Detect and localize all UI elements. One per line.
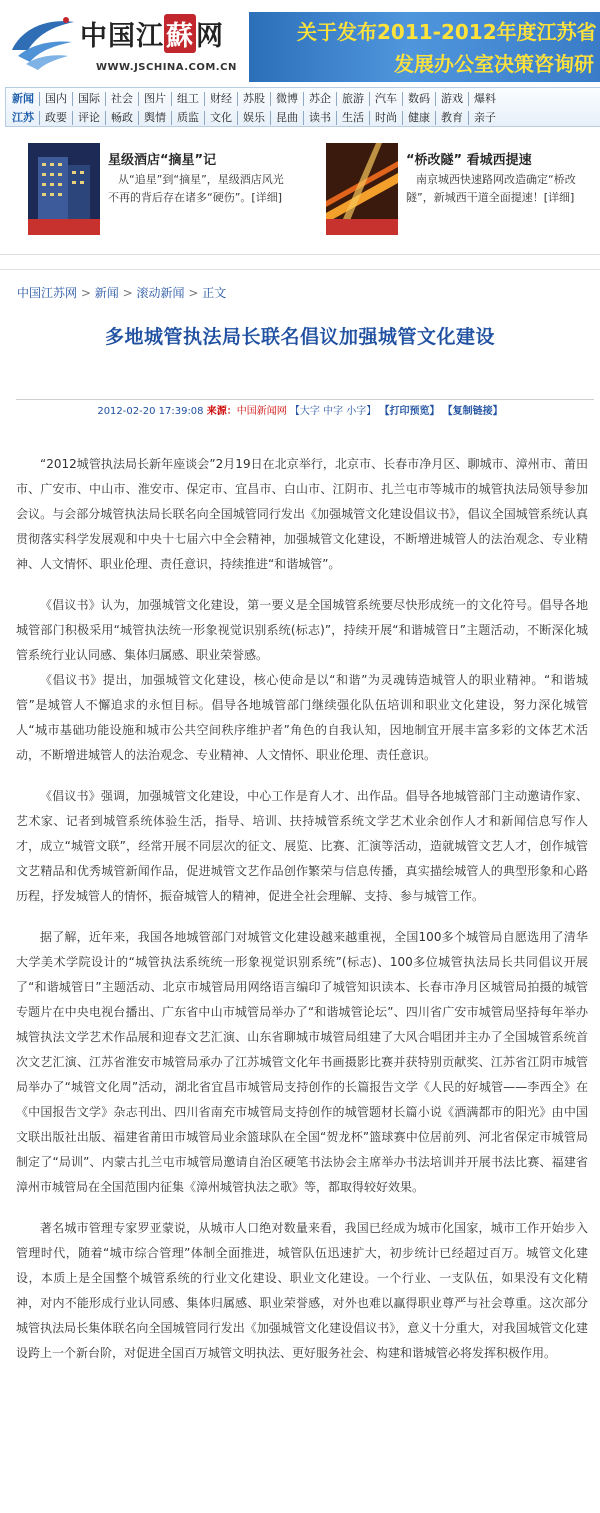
meta-divider: [16, 399, 594, 400]
copy-link-button[interactable]: 【复制链接】: [442, 406, 503, 417]
promo-item-hotel[interactable]: [28, 143, 308, 243]
nav-row-1: [12, 89, 501, 108]
nav-item[interactable]: 苏企: [303, 92, 336, 106]
nav-item[interactable]: 新闻: [12, 91, 34, 105]
source-link[interactable]: 中国新闻网: [236, 406, 287, 417]
article-paragraph: 《倡议书》认为，加强城管文化建设，第一要义是全国城管系统要尽快形成统一的文化符号。倡导各地城管部门积极采用“城管执法统一形象视觉识别系统(标志)”，持续开展“和谐城管日”主题活动，不断深化城管系统行业认同感、集体归属感、职业荣誉感。: [16, 598, 588, 662]
breadcrumb-separator: >: [80, 286, 91, 300]
article-title: 多地城管执法局长联名倡议加强城管文化建设: [104, 326, 495, 348]
nav-item[interactable]: 国内: [39, 92, 72, 106]
header-banner-ad[interactable]: [249, 12, 600, 82]
nav-item[interactable]: 生活: [336, 111, 369, 125]
breadcrumb-item[interactable]: 中国江苏网: [17, 286, 78, 300]
breadcrumb-current: 正文: [202, 286, 227, 300]
font-size-switcher[interactable]: 【大字 中字 小字】: [289, 406, 377, 417]
publish-time: 2012-02-20 17:39:08: [97, 406, 204, 417]
breadcrumb-separator: >: [188, 286, 199, 300]
nav-item[interactable]: 舆情: [138, 111, 171, 125]
crane-logo-icon: [8, 10, 78, 72]
article-paragraph: 著名城市管理专家罗亚蒙说，从城市人口绝对数量来看，我国已经成为城市化国家，城市工作开始步入管理时代，随着“城市综合管理”体制全面推进，城管队伍迅速扩大，初步统计已经超过百万。城管文化建设，本质上是全国整个城管系统的行业文化建设、职业文化建设。一个行业、一支队伍，如果没有文化精神，对内不能形成行业认同感、集体归属感、职业荣誉感，对外也难以赢得职业尊严与社会尊重。这次部分城管执法局长集体联名向全国城管同行发出《加强城管文化建设倡议书》，意义十分重大，对我国城管文化建设跨上一个新台阶，对促进全国百万城管文明执法、更好服务社会、构建和谐城管必将发挥积极作用。: [16, 1221, 588, 1360]
nav-item[interactable]: 苏股: [237, 92, 270, 106]
breadcrumb-item[interactable]: 新闻: [94, 286, 119, 300]
promo-title[interactable]: “桥改隧” 看城西提速: [406, 153, 532, 168]
site-url: WWW.JSCHINA.COM.CN: [96, 62, 237, 73]
nav-item[interactable]: 爆料: [468, 92, 501, 106]
nav-item[interactable]: 昆曲: [270, 111, 303, 125]
nav-item[interactable]: 数码: [402, 92, 435, 106]
nav-item[interactable]: 旅游: [336, 92, 369, 106]
main-nav: [5, 87, 600, 127]
breadcrumb-separator: >: [122, 286, 133, 300]
promo-strip: [0, 133, 600, 255]
promo-title[interactable]: 星级酒店“摘星”记: [108, 153, 217, 168]
nav-item[interactable]: 微博: [270, 92, 303, 106]
nav-item[interactable]: 畅政: [105, 111, 138, 125]
site-header: [0, 0, 600, 85]
nav-item[interactable]: 财经: [204, 92, 237, 106]
nav-item[interactable]: 游戏: [435, 92, 468, 106]
site-logo[interactable]: [8, 6, 246, 80]
nav-item[interactable]: 评论: [72, 111, 105, 125]
breadcrumb-trail: [17, 284, 226, 301]
nav-row-2: [12, 108, 501, 127]
article-meta: [0, 402, 600, 417]
source-label: 来源：: [206, 406, 237, 417]
promo-item-tunnel[interactable]: [326, 143, 600, 243]
nav-item[interactable]: 图片: [138, 92, 171, 106]
article-body: [16, 452, 588, 1382]
promo-text: 从“追星”到“摘星”，星级酒店风光不再的背后存在诸多“硬伤”。[详细]: [108, 173, 284, 204]
city-night-photo-icon: [326, 143, 398, 235]
nav-item[interactable]: 娱乐: [237, 111, 270, 125]
nav-item[interactable]: 社会: [105, 92, 138, 106]
nav-item[interactable]: 健康: [402, 111, 435, 125]
nav-item[interactable]: 文化: [204, 111, 237, 125]
nav-item[interactable]: 国际: [72, 92, 105, 106]
article-paragraph: 《倡议书》强调，加强城管文化建设，中心工作是育人才、出作品。倡导各地城管部门主动邀请作家、艺术家、记者到城管系统体验生活，指导、培训、扶持城管系统文学艺术业余创作人才和新闻信息写作人才，成立“城管文联”，经常开展不同层次的征文、展览、比赛、汇演等活动，造就城管文艺人才，创作城管文艺精品和优秀城管新闻作品，促进城管文艺作品创作繁荣与信息传播，真实描绘城管人的典型形象和心路历程，抒发城管人的情怀，振奋城管人的精神，促进全社会理解、支持、参与城管工作。: [16, 789, 588, 903]
banner-line-2: 发展办公室决策咨询研: [394, 52, 594, 76]
nav-item[interactable]: 时尚: [369, 111, 402, 125]
nav-item[interactable]: 组工: [171, 92, 204, 106]
article-paragraph: “2012城管执法局长新年座谈会”2月19日在北京举行，北京市、长春市净月区、聊城市、漳州市、莆田市、广安市、中山市、淮安市、保定市、宜昌市、白山市、江阴市、扎兰屯市等城市的城管执法局领导参加会议。与会部分城管执法局长联名向全国城管同行发出《加强城管文化建设倡议书》，倡议全国城管系统认真贯彻落实科学发展观和中央十七届六中全会精神，加强城管文化建设，不断增进城管人的法治观念、专业精神、人文情怀、职业伦理、责任意识，持续推进“和谐城管”。: [16, 457, 588, 571]
nav-item[interactable]: 教育: [435, 111, 468, 125]
breadcrumb: [0, 269, 600, 309]
print-preview-button[interactable]: 【打印预览】: [379, 406, 440, 417]
article-paragraph: 据了解，近年来，我国各地城管部门对城管文化建设越来越重视，全国100多个城管局自愿选用了清华大学美术学院设计的“城管执法系统统一形象视觉识别系统”(标志)、100多位城管执法局长共同倡议开展了“和谐城管日”主题活动、北京市城管局用网络语言编印了城管知识读本、长春市净月区城管局拍摄的城管专题片在中央电视台播出、广东省中山市城管局举办了“和谐城管论坛”、四川省广安市城管局坚持每年举办城管执法文学艺术作品展和迎春文艺汇演、山东省聊城市城管局组建了大风合唱团并主办了全国城管系统首次文艺汇演、江苏省淮安市城管局承办了江苏城管文化年书画摄影比赛并获特别贡献奖、江苏省江阴市城管局举办了“城管文化周”活动，湖北省宜昌市城管局支持创作的长篇报告文学《人民的好城管——李西全》在《中国报告文学》杂志刊出、四川省南充市城管局支持创作的城管题材长篇小说《酒满都市的阳光》由中国文联出版社出版、福建省莆田市城管局业余篮球队在全国“贺龙杯”篮球赛中位居前列、河北省保定市城管局制定了“局训”、内蒙古扎兰屯市城管局邀请自治区硬笔书法协会主席举办书法培训并开展书法比赛、福建省漳州市城管局在全国范围内征集《漳州城管执法之歌》等，都取得较好效果。: [16, 930, 588, 1194]
nav-item[interactable]: 质监: [171, 111, 204, 125]
site-name: 中国江蘇网: [80, 14, 224, 53]
promo-thumbnail[interactable]: [28, 143, 100, 235]
nav-item[interactable]: 江苏: [12, 110, 34, 124]
nav-item[interactable]: 政要: [39, 111, 72, 125]
nav-item[interactable]: 汽车: [369, 92, 402, 106]
promo-text: 南京城西快速路网改造确定“桥改隧”，新城西干道全面提速！[详细]: [406, 173, 576, 204]
hotel-photo-icon: [28, 143, 100, 235]
banner-line-1: 关于发布2011-2012年度江苏省: [297, 20, 597, 44]
promo-thumbnail[interactable]: [326, 143, 398, 235]
breadcrumb-item[interactable]: 滚动新闻: [136, 286, 185, 300]
nav-item[interactable]: 亲子: [468, 111, 501, 125]
nav-item[interactable]: 读书: [303, 111, 336, 125]
article-paragraph: 《倡议书》提出，加强城管文化建设，核心使命是以“和谐”为灵魂铸造城管人的职业精神。“和谐城管”是城管人不懈追求的永恒目标。倡导各地城管部门继续强化队伍培训和职业文化建设，努力深化城管人“城市基础功能设施和城市公共空间秩序维护者”角色的自我认知，因地制宜开展丰富多彩的文体艺术活动，不断增进城管人的法治观念、专业精神、人文情怀、职业伦理、责任意识。: [16, 673, 588, 762]
